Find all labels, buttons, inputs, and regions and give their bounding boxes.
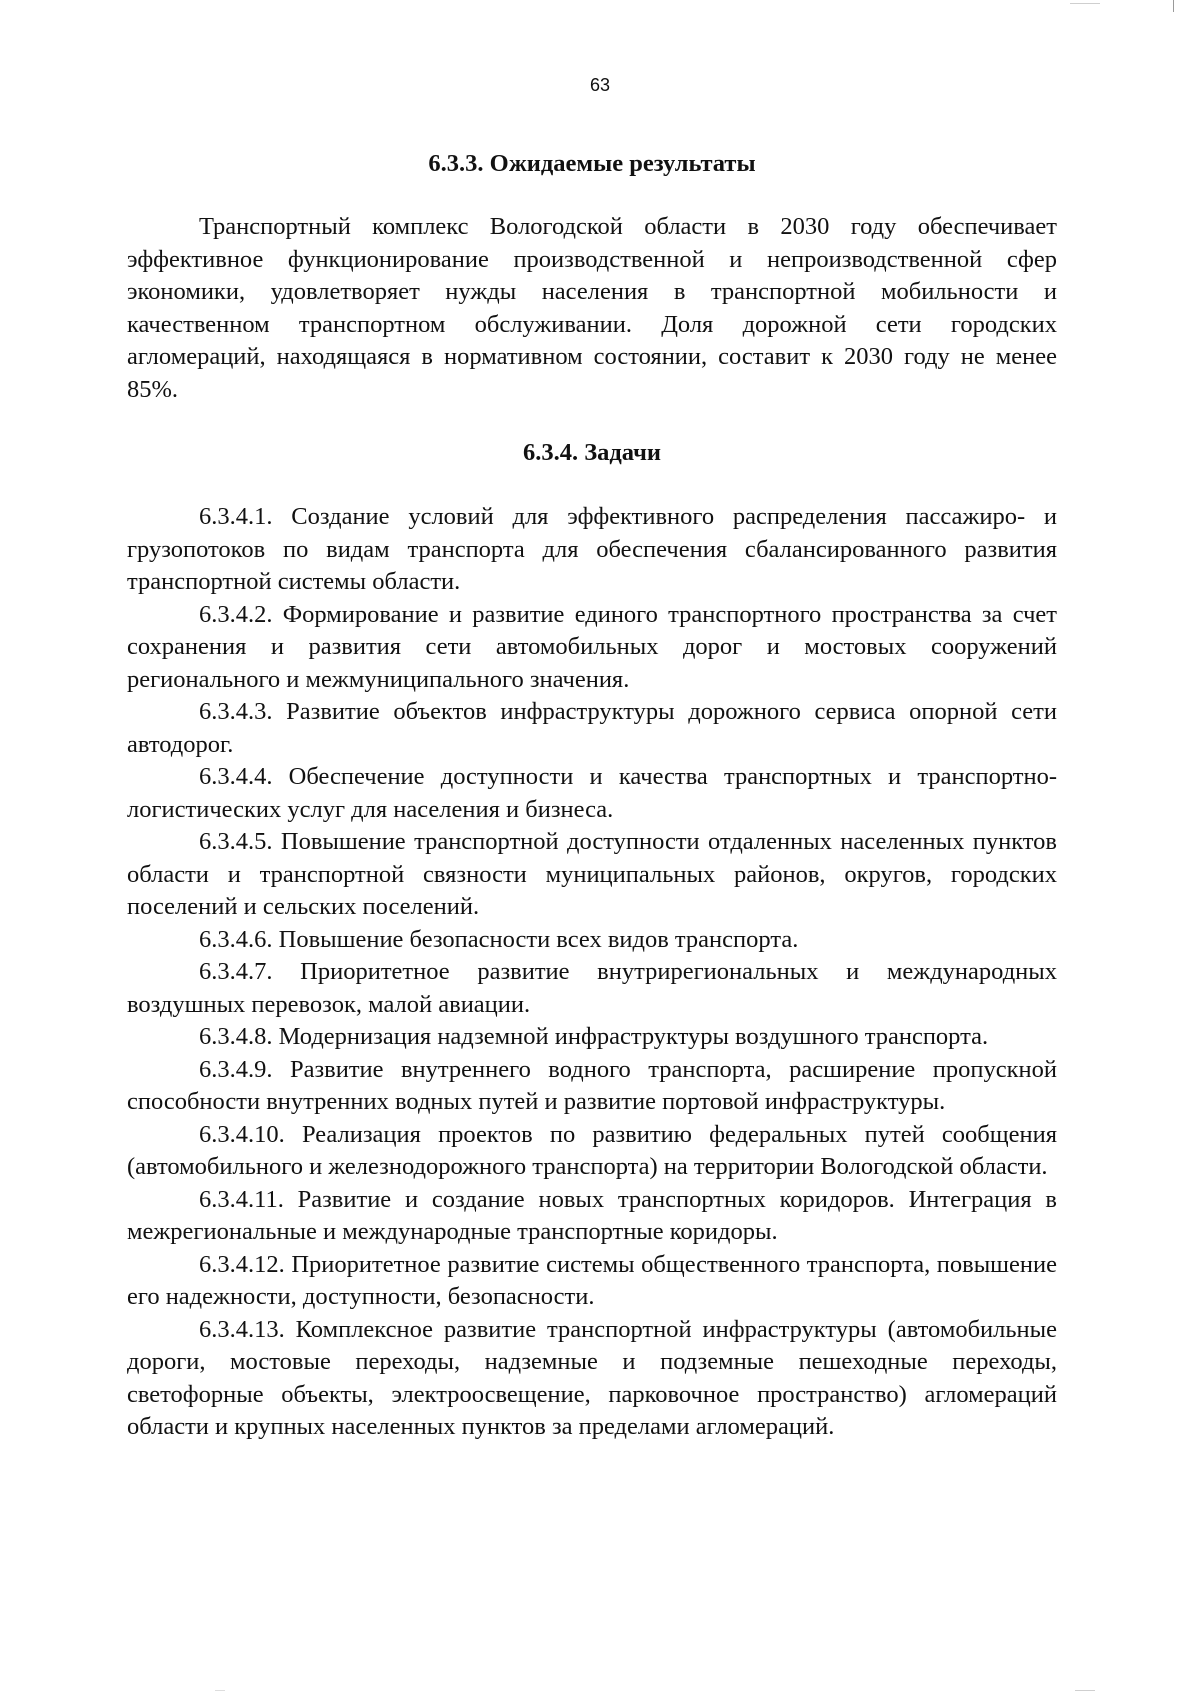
task-item-4: 6.3.4.4. Обеспечение доступности и качества транспортных и транспортно-логистических услуг для населения и бизнеса. bbox=[127, 763, 1057, 823]
task-item-13: 6.3.4.13. Комплексное развитие транспортной инфраструктуры (автомобильные дороги, мостовые переходы, надземные и подземные пешеходные переходы, светофорные объекты, электроосвещение, парковочное пространство) агломераций области и крупных населенных пунктов за пределами агломераций. bbox=[127, 1315, 1057, 1440]
task-item-3: 6.3.4.3. Развитие объектов инфраструктуры дорожного сервиса опорной сети автодорог. bbox=[127, 698, 1057, 758]
task-item-8: 6.3.4.8. Модернизация надземной инфраструктуры воздушного транспорта. bbox=[199, 1023, 989, 1050]
task-item-11: 6.3.4.11. Развитие и создание новых транспортных коридоров. Интеграция в межрегиональные и международные транспортные коридоры. bbox=[127, 1185, 1057, 1245]
task-item-5: 6.3.4.5. Повышение транспортной доступности отдаленных населенных пунктов области и транспортной связности муниципальных районов, округов, городских поселений и сельских поселений. bbox=[127, 828, 1057, 920]
task-item-10: 6.3.4.10. Реализация проектов по развитию федеральных путей сообщения (автомобильного и железнодорожного транспорта) на территории Вологодской области. bbox=[127, 1120, 1057, 1180]
task-item-6: 6.3.4.6. Повышение безопасности всех видов транспорта. bbox=[199, 925, 799, 953]
tasks-list bbox=[127, 501, 1057, 1444]
task-item-7: 6.3.4.7. Приоритетное развитие внутрирегиональных и международных воздушных перевозок, малой авиации. bbox=[127, 958, 1057, 1018]
scan-artifact-bottom-left bbox=[215, 1690, 225, 1691]
section-heading-expected-results: 6.3.3. Ожидаемые результаты bbox=[428, 150, 756, 177]
task-item-9: 6.3.4.9. Развитие внутреннего водного транспорта, расширение пропускной способности внутренних водных путей и развитие портовой инфраструктуры. bbox=[127, 1055, 1057, 1115]
paragraph: Транспортный комплекс Вологодской области в 2030 году обеспечивает эффективное функционирование производственной и непроизводственной сфер экономики, удовлетворяет нужды населения в транспортной мобильности и качественном транспортном обслуживании. Доля дорожной сети городских агломераций, находящаяся в нормативном состоянии, составит к 2030 году не менее 85%. bbox=[127, 213, 1057, 403]
scan-artifact-bottom-right bbox=[1075, 1690, 1095, 1691]
section-heading-tasks: 6.3.4. Задачи bbox=[522, 439, 662, 466]
scan-artifact-top-dots bbox=[1070, 3, 1100, 4]
scan-artifact-top-right bbox=[1173, 0, 1174, 12]
page-number: 63 bbox=[589, 75, 611, 95]
task-item-2: 6.3.4.2. Формирование и развитие единого транспортного пространства за счет сохранения и развития сети автомобильных дорог и мостовых сооружений регионального и межмуниципального значения. bbox=[127, 600, 1057, 693]
task-item-12: 6.3.4.12. Приоритетное развитие системы общественного транспорта, повышение его надежности, доступности, безопасности. bbox=[127, 1250, 1057, 1310]
task-item-1: 6.3.4.1. Создание условий для эффективного распределения пассажиро- и грузопотоков по видам транспорта для обеспечения сбалансированного развития транспортной системы области. bbox=[127, 503, 1057, 595]
expected-results-paragraph bbox=[127, 211, 1057, 406]
